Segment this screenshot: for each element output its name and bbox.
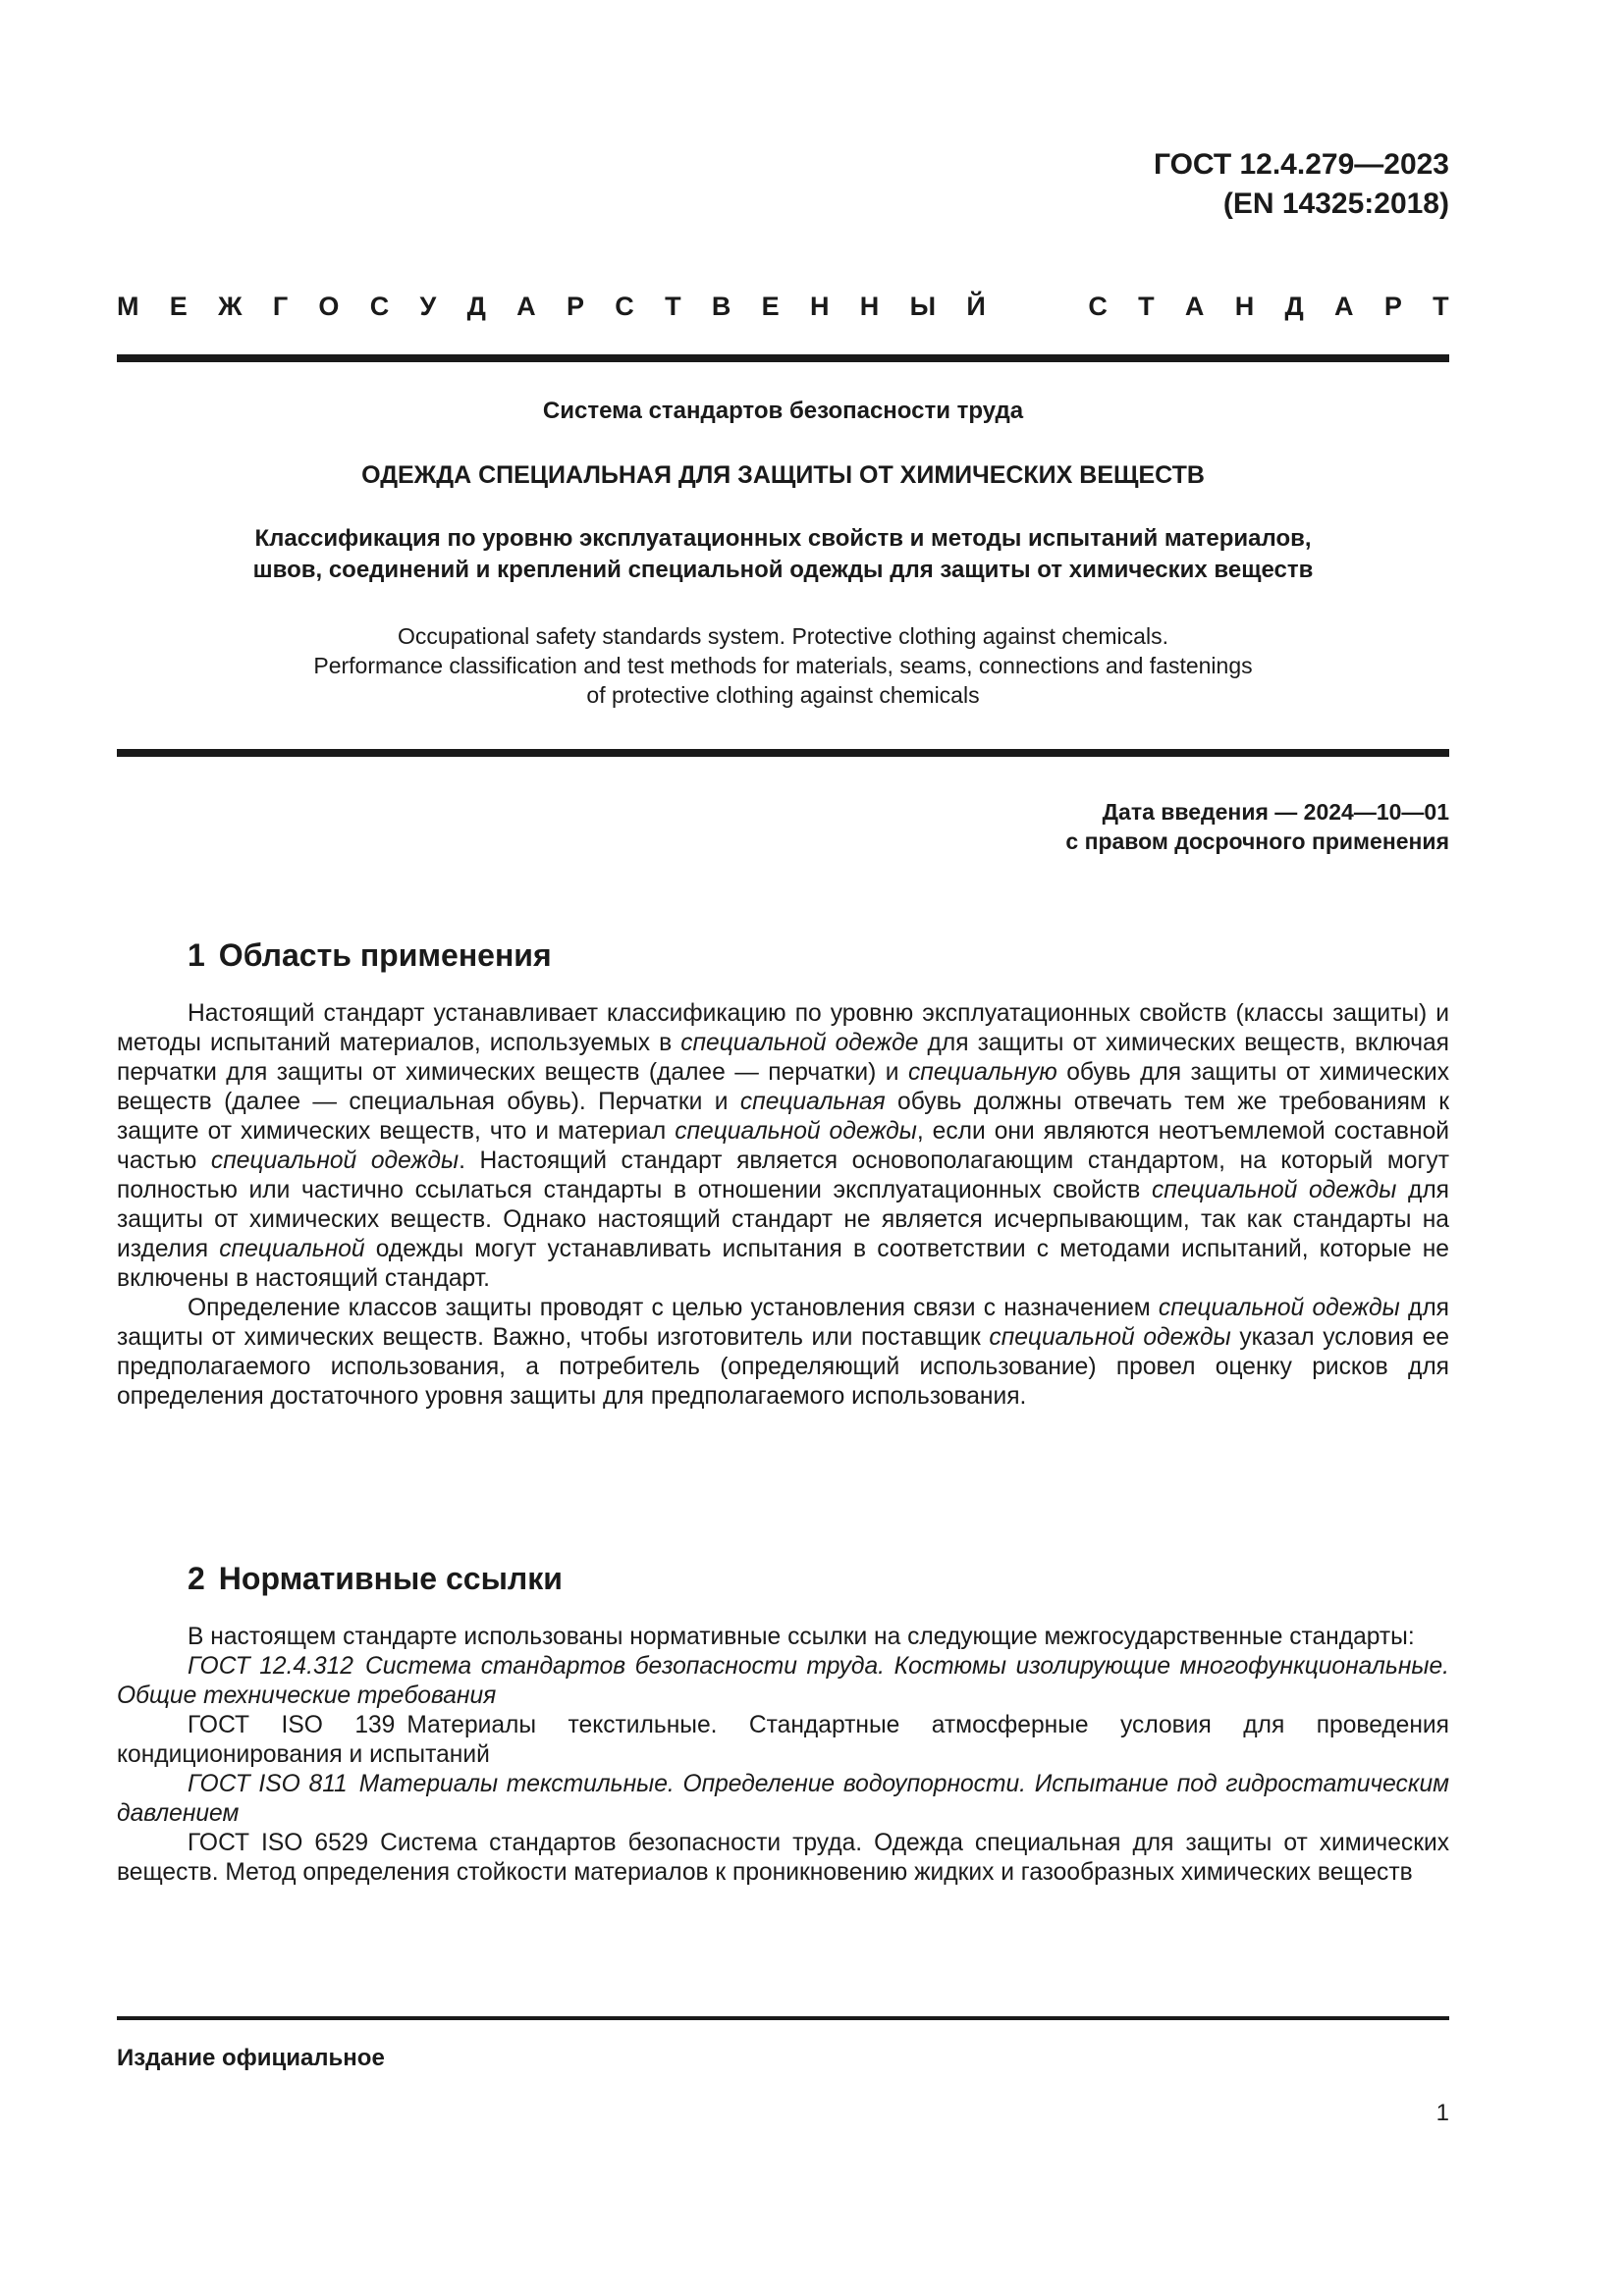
text-run: указал условия ее предполагаемого использования, а потребитель (определяющий использование) провел оценку рисков для определения достаточного уровня защиты для предполагаемого использования. (117, 1324, 1449, 1410)
text-run: , если они являются неотъемлемой составной частью (117, 1118, 1449, 1174)
reference-entry (117, 1711, 1449, 1770)
english-title-line: Occupational safety standards system. Protective clothing against chemicals. (398, 623, 1168, 649)
italic-term: специальной одежды (675, 1118, 917, 1145)
heading-letter: О (318, 292, 340, 321)
heading-letter: Н (1234, 292, 1255, 321)
italic-term: специальной одежды (1152, 1177, 1397, 1203)
heading-letter: В (711, 292, 731, 321)
section-2-body (117, 1623, 1449, 1888)
paragraph (117, 999, 1449, 1294)
section-2-heading (188, 1561, 563, 1597)
document-equivalent: (EN 14325:2018) (1222, 187, 1449, 220)
heading-letter: Т (665, 292, 681, 321)
reference-entry (117, 1829, 1449, 1888)
italic-term: специальную (907, 1059, 1057, 1086)
heading-letter: Г (272, 292, 289, 321)
reference-title: Материалы текстильные. Стандартные атмосферные условия для проведения кондиционирования и испытаний (117, 1712, 1449, 1768)
section-number: 2 (188, 1561, 205, 1596)
italic-term: специальной одежде (680, 1030, 919, 1056)
reference-title: Материалы текстильные. Определение водоупорности. Испытание под гидростатическим давлением (117, 1771, 1449, 1827)
subtitle-line: Классификация по уровню эксплуатационных свойств и методы испытаний материалов, (254, 525, 1312, 552)
heading-letter: У (419, 292, 437, 321)
reference-code: ГОСТ 12.4.312 (188, 1653, 353, 1680)
heading-letter: Д (1284, 292, 1304, 321)
english-title-line: of protective clothing against chemicals (586, 682, 980, 708)
english-title-line: Performance classification and test methods for materials, seams, connections and fastenings (313, 653, 1253, 678)
section-title: Область применения (218, 937, 552, 973)
heading-letter: Ж (218, 292, 243, 321)
section-number: 1 (188, 937, 205, 973)
text-run: для защиты от химических веществ, включая перчатки для защиты от химических веществ (далее — перчатки) и (117, 1030, 1450, 1086)
heading-letter: А (1184, 292, 1205, 321)
heading-letter: Ы (909, 292, 937, 321)
reference-code: ГОСТ ISO 139 (188, 1712, 396, 1738)
italic-term: специальной (219, 1236, 365, 1262)
reference-code: ГОСТ ISO 811 (188, 1771, 348, 1797)
heading-letter: С (369, 292, 390, 321)
subtitle (117, 523, 1449, 586)
text-run: обувь для защиты от химических веществ (далее — специальная обувь). Перчатки и (117, 1059, 1449, 1115)
text-run: Настоящий стандарт устанавливает классификацию по уровню эксплуатационных свойств (классы защиты) и методы испытаний материалов, используемых в (117, 1000, 1449, 1056)
document-number-block (1154, 145, 1449, 224)
heading-letter: Й (966, 292, 986, 321)
document-number: ГОСТ 12.4.279—2023 (1153, 148, 1449, 181)
italic-term: специальной одежды (210, 1148, 460, 1174)
reference-title: Система стандартов безопасности труда. Костюмы изолирующие многофункциональные. Общие технические требования (117, 1653, 1449, 1709)
section-title: Нормативные ссылки (218, 1561, 563, 1596)
introduction-date-block (1065, 797, 1449, 856)
text-run: обувь должны отвечать тем же требованиям к защите от химических веществ, что и материал (117, 1089, 1449, 1145)
reference-entry (117, 1770, 1449, 1829)
official-edition-label: Издание официальное (117, 2045, 385, 2071)
paragraph (117, 1294, 1449, 1412)
series-title: Система стандартов безопасности труда (542, 398, 1024, 424)
page-number: 1 (1435, 2100, 1449, 2126)
letter-gap (1016, 292, 1057, 322)
text-run: для защиты от химических веществ. Однако настоящий стандарт не является исчерпывающим, так как стандарты на изделия (117, 1177, 1449, 1262)
heading-letter: М (117, 292, 139, 321)
heading-letter: Н (809, 292, 830, 321)
heading-letter: С (615, 292, 634, 321)
heading-letter: Т (1138, 292, 1155, 321)
standard-kind-heading (117, 292, 1449, 322)
reference-code: ГОСТ ISO 6529 (188, 1830, 369, 1856)
introduction-date: Дата введения — 2024—10—01 (1102, 799, 1449, 825)
heading-letter: А (1334, 292, 1354, 321)
main-title: ОДЕЖДА СПЕЦИАЛЬНАЯ ДЛЯ ЗАЩИТЫ ОТ ХИМИЧЕСКИХ ВЕЩЕСТВ (361, 461, 1205, 489)
footer-rule (117, 2016, 1449, 2020)
heading-letter: Е (761, 292, 780, 321)
italic-term: специальная (739, 1089, 886, 1115)
heading-letter: Р (566, 292, 584, 321)
subtitle-line: швов, соединений и креплений специальной одежды для защиты от химических веществ (252, 557, 1314, 583)
top-rule (117, 354, 1449, 362)
heading-letter: Р (1383, 292, 1402, 321)
section-1-body (117, 999, 1449, 1412)
italic-term: специальной одежды (989, 1324, 1231, 1351)
text-run: Определение классов защиты проводят с целью установления связи с назначением (188, 1295, 1159, 1321)
paragraph: В настоящем стандарте использованы нормативные ссылки на следующие межгосударственные стандарты: (188, 1624, 1415, 1650)
text-run: . Настоящий стандарт является основополагающим стандартом, на который могут полностью или частично ссылаться стандарты в отношении эксплуатационных свойств (117, 1148, 1449, 1203)
heading-letter: Д (466, 292, 486, 321)
section-1-heading (188, 937, 552, 974)
heading-letter: Т (1433, 292, 1449, 321)
title-rule (117, 749, 1449, 757)
italic-term: специальной одежды (1158, 1295, 1400, 1321)
english-title (117, 621, 1449, 710)
heading-letter: А (516, 292, 536, 321)
reference-entry (117, 1652, 1449, 1711)
reference-title: Система стандартов безопасности труда. Одежда специальная для защиты от химических веществ. Метод определения стойкости материалов к проникновению жидких и газообразных химических веществ (117, 1830, 1450, 1886)
text-run: для защиты от химических веществ. Важно, чтобы изготовитель или поставщик (117, 1295, 1449, 1351)
text-run: одежды могут устанавливать испытания в соответствии с методами испытаний, которые не включены в настоящий стандарт. (117, 1236, 1449, 1292)
heading-letter: Е (169, 292, 188, 321)
heading-letter: Н (859, 292, 880, 321)
early-application-note: с правом досрочного применения (1065, 828, 1449, 854)
heading-letter: С (1088, 292, 1108, 321)
